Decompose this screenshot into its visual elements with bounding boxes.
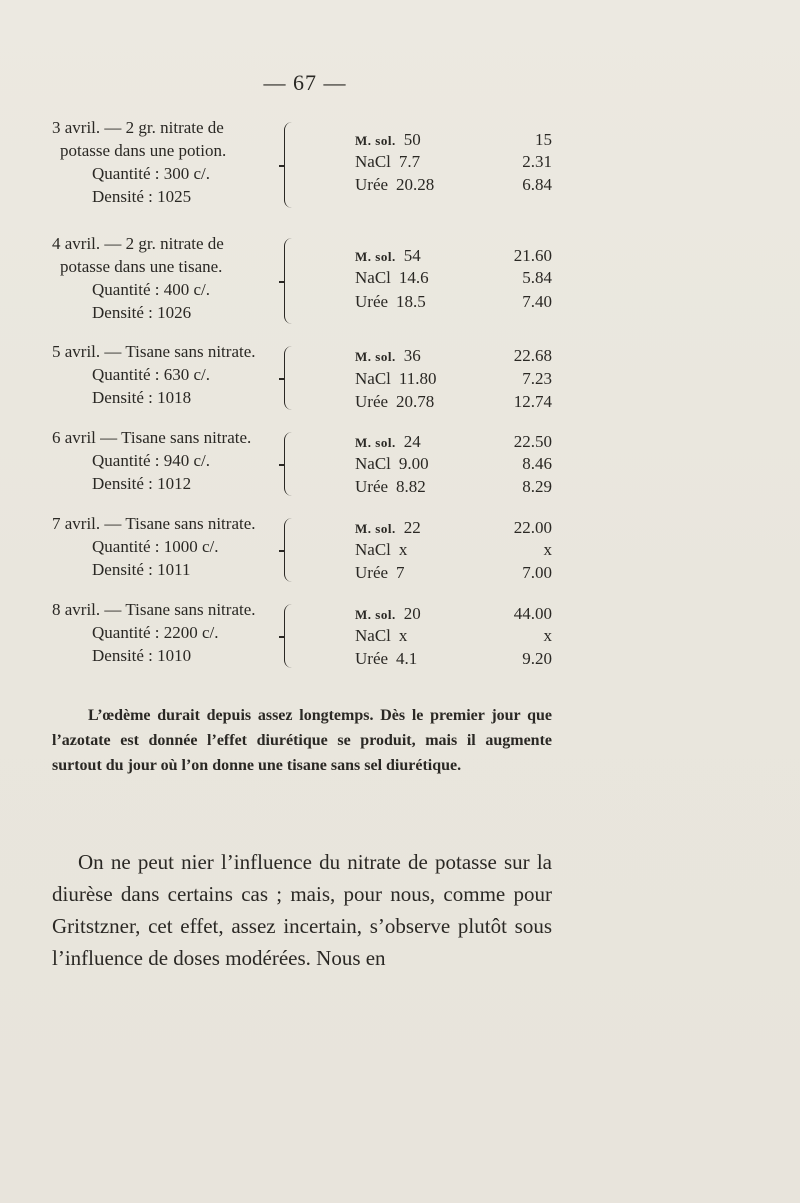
measure-row bbox=[355, 292, 426, 312]
measure-label: NaCl bbox=[355, 454, 391, 473]
measure-total: x bbox=[543, 626, 552, 645]
measure-value: 7.7 bbox=[398, 152, 421, 171]
page-number: — 67 — bbox=[263, 70, 347, 95]
measure-row bbox=[355, 540, 407, 560]
measure-value: 54 bbox=[403, 246, 421, 265]
measure-label: NaCl bbox=[355, 268, 391, 287]
measure-total: 44.00 bbox=[513, 604, 552, 623]
entry-detail-line: Densité : 1026 bbox=[92, 303, 192, 322]
measure-row bbox=[355, 130, 421, 150]
grouping-brace bbox=[284, 238, 295, 324]
measure-value: 9.00 bbox=[398, 454, 429, 473]
measure-total: 5.84 bbox=[522, 268, 552, 287]
measure-value: x bbox=[398, 626, 408, 645]
measure-row bbox=[355, 649, 417, 669]
measure-label: NaCl bbox=[355, 540, 391, 559]
measure-total: 12.74 bbox=[513, 392, 552, 411]
measure-label: NaCl bbox=[355, 369, 391, 388]
measure-value: 36 bbox=[403, 346, 421, 365]
entry-detail-line: Quantité : 300 c/. bbox=[92, 164, 211, 183]
measure-total: 7.00 bbox=[522, 563, 552, 582]
measure-label: M. sol. bbox=[355, 607, 396, 622]
measure-label: M. sol. bbox=[355, 521, 396, 536]
entry-detail-line: Densité : 1012 bbox=[92, 474, 192, 493]
measure-row bbox=[355, 518, 421, 538]
measure-row bbox=[355, 152, 420, 172]
measure-value: 11.80 bbox=[398, 369, 437, 388]
grouping-brace bbox=[284, 604, 295, 668]
measure-value: 50 bbox=[403, 130, 421, 149]
measure-row bbox=[355, 563, 405, 583]
grouping-brace bbox=[284, 432, 295, 496]
measure-value: 24 bbox=[403, 432, 421, 451]
entry-date-line: 4 avril. — 2 gr. nitrate de bbox=[52, 234, 224, 253]
entry-date-line: 6 avril — Tisane sans nitrate. bbox=[52, 428, 252, 447]
measure-label: Urée bbox=[355, 175, 389, 194]
measure-total: 22.00 bbox=[513, 518, 552, 537]
entry-detail-line: Quantité : 2200 c/. bbox=[92, 623, 219, 642]
measure-label: M. sol. bbox=[355, 435, 396, 450]
measure-value: 7 bbox=[396, 563, 405, 582]
entry-detail-line: Densité : 1018 bbox=[92, 388, 192, 407]
entry-date-line: 3 avril. — 2 gr. nitrate de bbox=[52, 118, 224, 137]
measure-label: Urée bbox=[355, 477, 389, 496]
measure-row bbox=[355, 626, 407, 646]
measure-row bbox=[355, 604, 421, 624]
entry-detail-line: Quantité : 630 c/. bbox=[92, 365, 211, 384]
measure-label: M. sol. bbox=[355, 133, 396, 148]
measure-row bbox=[355, 477, 426, 497]
measure-value: 22 bbox=[403, 518, 421, 537]
measure-label: Urée bbox=[355, 649, 389, 668]
observation-paragraph: L’œdème durait depuis assez longtemps. Dès le premier jour que l’azotate est donnée l’effet diurétique se produit, mais il augmente surtout du jour où l’on donne une tisane sans sel diurétique. bbox=[52, 707, 552, 774]
measure-row bbox=[355, 346, 421, 366]
measure-value: x bbox=[398, 540, 408, 559]
entry-detail-line: Quantité : 400 c/. bbox=[92, 280, 211, 299]
measure-total: 22.68 bbox=[513, 346, 552, 365]
measure-total: 2.31 bbox=[522, 152, 552, 171]
grouping-brace bbox=[284, 346, 295, 410]
measure-label: Urée bbox=[355, 392, 389, 411]
measure-total: 7.40 bbox=[522, 292, 552, 311]
measure-label: M. sol. bbox=[355, 349, 396, 364]
measure-value: 20 bbox=[403, 604, 421, 623]
measure-value: 20.78 bbox=[396, 392, 435, 411]
entry-detail-line: Quantité : 940 c/. bbox=[92, 451, 211, 470]
entry-detail-line: Quantité : 1000 c/. bbox=[92, 537, 219, 556]
measure-value: 4.1 bbox=[396, 649, 418, 668]
measure-value: 8.82 bbox=[396, 477, 426, 496]
measure-total: 7.23 bbox=[522, 369, 552, 388]
measure-total: 15 bbox=[535, 130, 552, 149]
measure-total: x bbox=[543, 540, 552, 559]
grouping-brace bbox=[284, 122, 295, 208]
measure-total: 6.84 bbox=[522, 175, 552, 194]
discussion-paragraph: On ne peut nier l’influence du nitrate de potasse sur la diurèse dans certains cas ; mais, pour nous, comme pour Gritstzner, cet effet, assez incertain, s’observe plutôt sous l’influence de doses modérées. Nous en bbox=[52, 850, 552, 970]
measure-label: Urée bbox=[355, 292, 389, 311]
measure-value: 14.6 bbox=[398, 268, 429, 287]
measure-value: 20.28 bbox=[396, 175, 435, 194]
measure-label: Urée bbox=[355, 563, 389, 582]
measure-total: 21.60 bbox=[513, 246, 552, 265]
entry-detail-line: Densité : 1010 bbox=[92, 646, 192, 665]
measure-row bbox=[355, 246, 421, 266]
entry-detail-line: potasse dans une potion. bbox=[60, 141, 227, 160]
measure-row bbox=[355, 454, 429, 474]
entry-date-line: 7 avril. — Tisane sans nitrate. bbox=[52, 514, 256, 533]
measure-total: 9.20 bbox=[522, 649, 552, 668]
measure-total: 8.46 bbox=[522, 454, 552, 473]
measure-row bbox=[355, 268, 429, 288]
entry-detail-line: potasse dans une tisane. bbox=[60, 257, 223, 276]
entry-detail-line: Densité : 1011 bbox=[92, 560, 191, 579]
measure-value: 18.5 bbox=[396, 292, 426, 311]
measure-total: 8.29 bbox=[522, 477, 552, 496]
entry-date-line: 5 avril. — Tisane sans nitrate. bbox=[52, 342, 256, 361]
entry-detail-line: Densité : 1025 bbox=[92, 187, 192, 206]
measure-total: 22.50 bbox=[513, 432, 552, 451]
measure-label: NaCl bbox=[355, 626, 391, 645]
measure-label: NaCl bbox=[355, 152, 391, 171]
measure-label: M. sol. bbox=[355, 249, 396, 264]
grouping-brace bbox=[284, 518, 295, 582]
measure-row bbox=[355, 432, 421, 452]
entry-date-line: 8 avril. — Tisane sans nitrate. bbox=[52, 600, 256, 619]
